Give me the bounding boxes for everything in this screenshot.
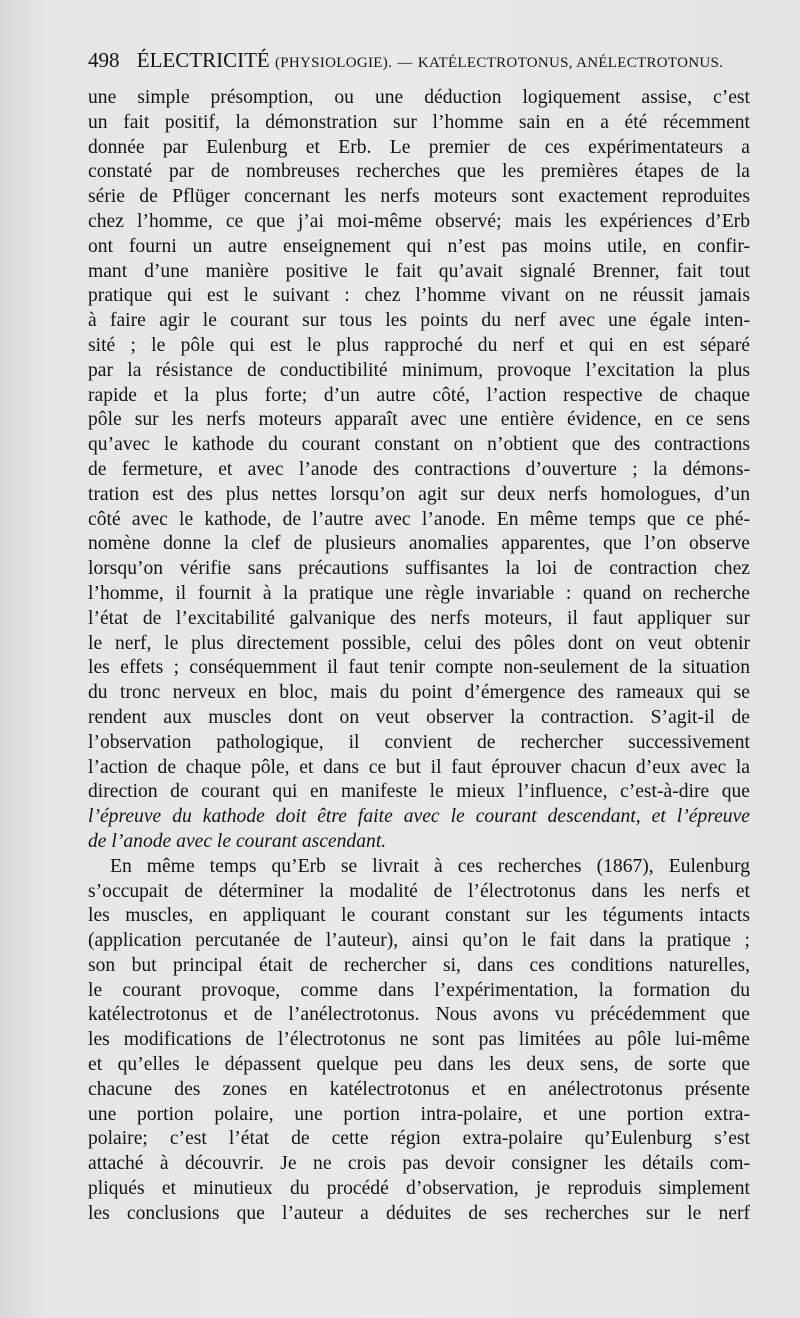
text-line-italic: de l’anode avec le courant ascendant. [88,830,387,852]
text-line: rapide et la plus forte; d’un autre côté, l’action respective de chaque [88,384,750,406]
text-line: un fait positif, la démonstration sur l’homme sain en a été récemment [88,111,750,133]
text-line: attaché à découvrir. Je ne crois pas devoir consigner les détails com- [88,1153,750,1175]
page-number: 498 [88,48,120,72]
text-line: les effets ; conséquemment il faut tenir compte non-seulement de la situation [88,657,750,679]
text-line: chez l’homme, ce que j’ai moi-même observé; mais les expériences d’Erb [88,210,750,232]
header-subsection: (PHYSIOLOGIE). [274,55,393,71]
header-section: ÉLECTRICITÉ [136,48,270,72]
paragraph-start-line: En même temps qu’Erb se livrait à ces recherches (1867), Eulenburg [110,855,750,877]
text-line: de fermeture, et avec l’anode des contractions d’ouverture ; la démons- [88,458,750,480]
text-line: le courant provoque, comme dans l’expérimentation, la formation du [88,979,750,1001]
text-line: les conclusions que l’auteur a déduites de ses recherches sur le nerf [88,1202,750,1224]
text-line: polaire; c’est l’état de cette région extra-polaire qu’Eulenburg s’est [88,1128,750,1150]
text-line: une simple présomption, ou une déduction logiquement assise, c’est [88,87,750,108]
text-line: direction de courant qui en manifeste le mieux l’influence, c’est-à-dire que [88,781,750,803]
text-line: à faire agir le courant sur tous les points du nerf avec une égale inten- [88,310,750,332]
header-topic: KATÉLECTROTONUS, ANÉLECTROTONUS. [417,55,724,71]
text-line: par la résistance de conductibilité minimum, provoque l’excitation la plus [88,359,750,381]
text-line: mant d’une manière positive le fait qu’avait signalé Brenner, fait tout [88,260,750,282]
text-line: du tronc nerveux en bloc, mais du point d’émergence des rameaux qui se [88,682,750,704]
text-line: série de Pflüger concernant les nerfs moteurs sont exactement reproduites [88,186,750,208]
text-line: donnée par Eulenburg et Erb. Le premier de ces expérimentateurs a [88,136,750,158]
text-line: constaté par de nombreuses recherches que les premières étapes de la [88,161,750,183]
text-line: l’action de chaque pôle, et dans ce but il faut éprouver chacun d’eux avec la [88,756,750,778]
text-line: l’observation pathologique, il convient de rechercher successivement [88,731,750,753]
text-line: une portion polaire, une portion intra-polaire, et une portion extra- [88,1103,750,1125]
text-line: ont fourni un autre enseignement qui n’est pas moins utile, en confir- [88,235,750,257]
text-line: s’occupait de déterminer la modalité de l’électrotonus dans les nerfs et [88,880,750,902]
text-line: pliqués et minutieux du procédé d’observation, je reproduis simplement [88,1178,750,1200]
text-line: qu’avec le kathode du courant constant on n’obtient que des contractions [88,434,750,456]
text-line: chacune des zones en katélectrotonus et en anélectrotonus présente [88,1078,750,1100]
text-line: son but principal était de rechercher si, dans ces conditions naturelles, [88,954,750,976]
text-line: les muscles, en appliquant le courant constant sur les téguments intacts [88,905,750,927]
running-header [88,46,748,77]
text-line: lorsqu’on vérifie sans précautions suffisantes la loi de contraction chez [88,558,750,580]
text-line: sité ; le pôle qui est le plus rapproché du nerf et qui en est séparé [88,334,750,356]
text-line: pôle sur les nerfs moteurs apparaît avec une entière évidence, en ce sens [88,409,750,431]
text-line: côté avec le kathode, de l’autre avec l’anode. En même temps que ce phé- [88,508,750,530]
text-line: l’état de l’excitabilité galvanique des nerfs moteurs, il faut appliquer sur [88,607,750,629]
text-line: l’homme, il fournit à la pratique une règle invariable : quand on recherche [88,582,750,604]
text-line: katélectrotonus et de l’anélectrotonus. Nous avons vu précédemment que [88,1004,750,1026]
text-line: le nerf, le plus directement possible, celui des pôles dont on veut obtenir [88,632,750,654]
body-text [88,86,750,1227]
text-line: rendent aux muscles dont on veut observer la contraction. S’agit-il de [88,706,750,728]
text-line: les modifications de l’électrotonus ne sont pas limitées au pôle lui-même [88,1029,750,1051]
text-line: tration est des plus nettes lorsqu’on agit sur deux nerfs homologues, d’un [88,483,750,505]
text-line: et qu’elles le dépassent quelque peu dans les deux sens, de sorte que [88,1054,750,1076]
text-line-italic: l’épreuve du kathode doit être faite avec le courant descendant, et l’épreuve [88,806,750,828]
text-line: (application percutanée de l’auteur), ainsi qu’on le fait dans la pratique ; [88,930,750,952]
text-line: pratique qui est le suivant : chez l’homme vivant on ne réussit jamais [88,285,750,307]
header-dash: — [397,55,413,71]
text-line: nomène donne la clef de plusieurs anomalies apparentes, que l’on observe [88,533,750,555]
